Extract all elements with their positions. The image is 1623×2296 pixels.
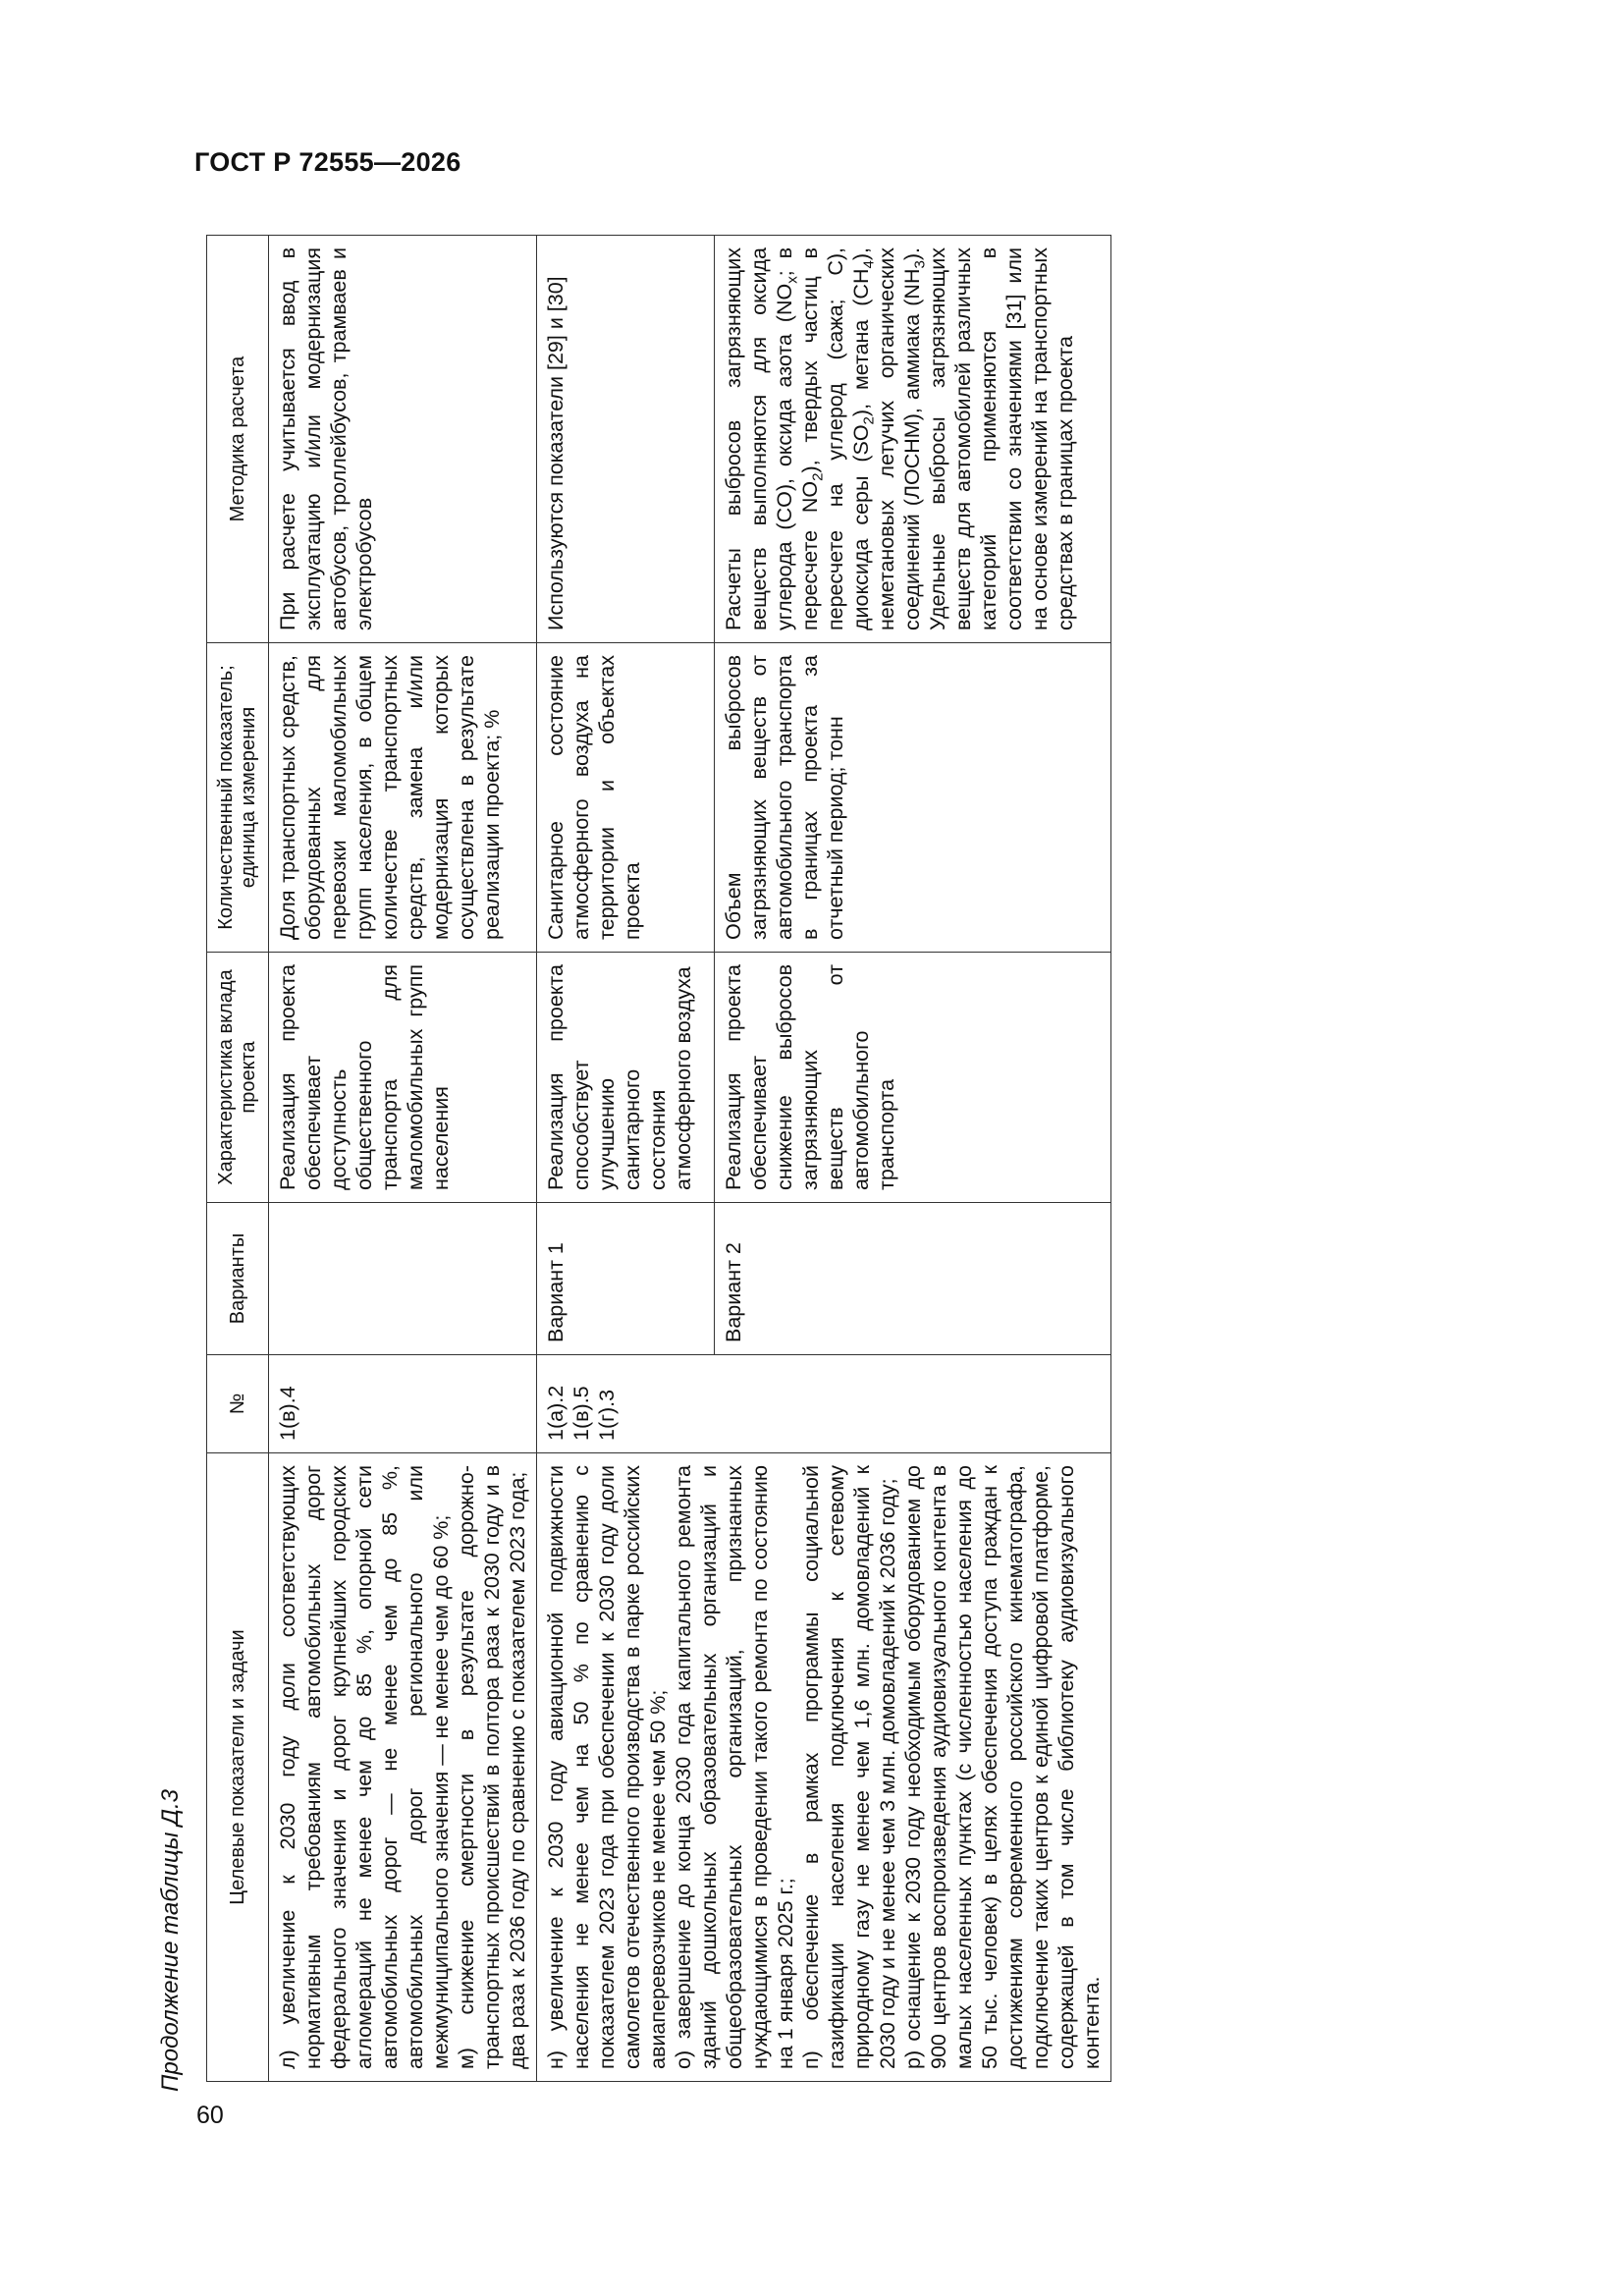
contribution-cell: Реализация проекта обеспечивает доступность общественного транспорта для маломобильных групп населения [269, 953, 537, 1203]
col-header-number: № [207, 1355, 269, 1453]
col-header-indicator: Количественный показатель; единица измерения [207, 643, 269, 953]
number-item: 1(в).5 [569, 1386, 593, 1441]
method-cell [715, 236, 1111, 643]
indicator-cell: Доля транспортных средств, оборудованных для перевозки маломобильных групп населения, в общем количестве транспортных средств, замена и/или модернизация которых осуществлена в результате реализации проекта; % [269, 643, 537, 953]
goal-item-l: л) увеличение к 2030 году доли соответствующих нормативным требованиям автомобильных дорог федерального значения и дорог крупнейших городских агломераций не менее чем до 85 %, опорной сети автомобильных дорог — не менее чем до 85 %, автомобильных дорог регионального или межмуниципального значения — не менее чем до 60 %; [276, 1465, 453, 2069]
number-cell [537, 1355, 1111, 1453]
method-text: ), неметановых летучих органических соединений (ЛОСНМ), аммиака (NH [849, 247, 925, 630]
subscript: 4 [860, 260, 878, 269]
goal-item-r: р) оснащение к 2030 году необходимым оборудованием до 900 центров воспроизведения аудиовизуального контента в малых населенных пунктах (с численностью населения до 50 тыс. человек) в целях обеспечения доступа граждан к достижениям современного российского кинематографа, подключение таких центров к единой цифровой платформе, содержащей в том числе библиотеку аудиовизуального контента. [901, 1465, 1104, 2069]
goals-table [206, 235, 1111, 2082]
col-header-goals: Целевые показатели и задачи [207, 1453, 269, 2082]
rotated-page-content [157, 226, 1434, 2092]
variant-cell: Вариант 1 [537, 1203, 715, 1355]
method-cell: При расчете учитывается ввод в эксплуатацию и/или модернизация автобусов, троллейбусов, трамваев и электробусов [269, 236, 537, 643]
col-header-contribution: Характеристика вклада проекта [207, 953, 269, 1203]
number-cell: 1(в).4 [269, 1355, 537, 1453]
table-header-row [207, 236, 269, 2082]
subscript: 3 [911, 260, 929, 269]
method-cell: Используются показатели [29] и [30] [537, 236, 715, 643]
table-caption: Продолжение таблицы Д.3 [157, 1788, 184, 2092]
number-item: 1(а).2 [544, 1385, 568, 1441]
variant-cell: Вариант 2 [715, 1203, 1111, 1355]
indicator-cell: Объем выбросов загрязняющих веществ от автомобильного транспорта в границах проекта за отчетный период; тонн [715, 643, 1111, 953]
method-text: ), метана (CH [849, 268, 874, 417]
indicator-cell: Санитарное состояние атмосферного воздуха на территории и объектах проекта [537, 643, 715, 953]
goals-cell [269, 1453, 537, 2082]
method-text: Расчеты выбросов загрязняющих веществ выполняются для оксида углерода (CO), оксида азота (NO [722, 247, 797, 630]
contribution-cell: Реализация проекта способствует улучшению санитарного состояния атмосферного воздуха [537, 953, 715, 1203]
contribution-cell: Реализация проекта обеспечивает снижение выбросов загрязняющих веществ от автомобильного транспорта [715, 953, 1111, 1203]
goal-item-p: п) обеспечение в рамках программы социальной газификации населения подключения к сетевому природному газу не менее чем 1,6 млн. домовладений к 2030 году и не менее чем 3 млн. домовладений к 2036 году; [799, 1465, 899, 2069]
goal-item-n: н) увеличение к 2030 году авиационной подвижности населения не менее чем на 50 % по сравнению с показателем 2023 года при обеспечении к 2030 году доли самолетов отечественного производства в парке российских авиаперевозчиков не менее чем 50 %; [544, 1465, 670, 2069]
col-header-method: Методика расчета [207, 236, 269, 643]
document-code: ГОСТ Р 72555—2026 [194, 147, 461, 177]
subscript: 2 [809, 472, 827, 481]
goal-item-m: м) снижение смертности в результате дорожно-транспортных происшествий в полтора раза к 2030 году и в два раза к 2036 году по сравнению с показателем 2023 года; [455, 1465, 529, 2069]
number-item: 1(г).3 [595, 1389, 619, 1441]
goals-cell [537, 1453, 1111, 2082]
method-text: ). Удельные выбросы загрязняющих веществ для автомобилей различных категорий применяются в соответствии со значениями [31] или на основе измерений на транспортных средствах в границах проекта [900, 247, 1078, 630]
table-row [537, 236, 715, 2082]
table-row [269, 236, 537, 2082]
method-text: ), твердых частиц в пересчете на углерод (сажа; C), диоксида серы (SO [798, 247, 874, 630]
variant-cell [269, 1203, 537, 1355]
subscript: 2 [860, 416, 878, 425]
col-header-variants: Варианты [207, 1203, 269, 1355]
subscript: x [784, 276, 801, 284]
page-number: 60 [196, 2102, 224, 2129]
method-text: ; в пересчете NO [773, 247, 823, 630]
goal-item-o: о) завершение до конца 2030 года капитального ремонта зданий дошкольных образовательных организаций и общеобразовательных организаций, признанных нуждающимися в проведении такого ремонта по состоянию на 1 января 2025 г.; [672, 1465, 797, 2069]
